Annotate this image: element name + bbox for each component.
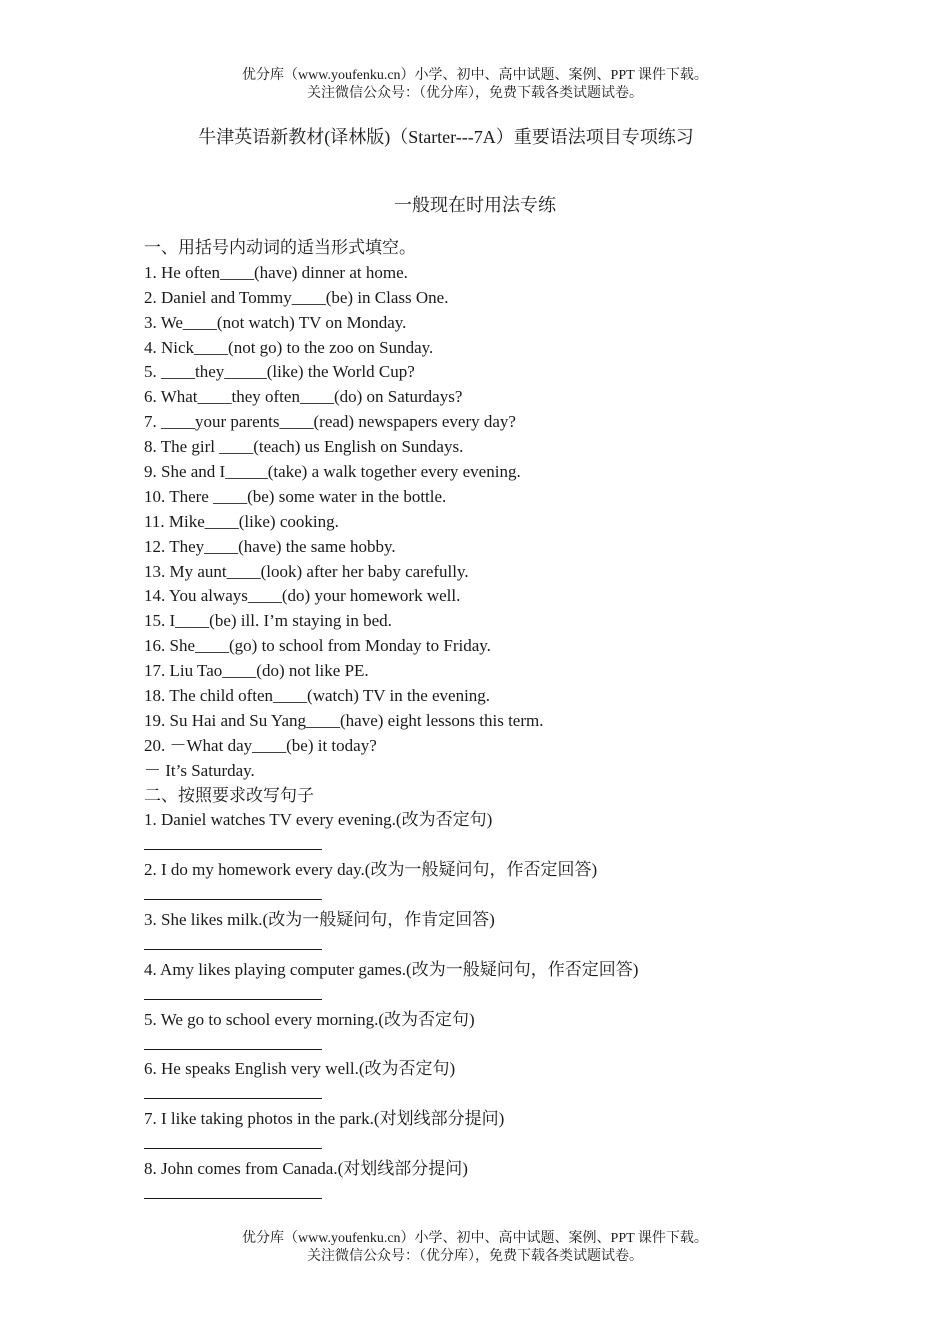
- answer-blank: [144, 985, 322, 1000]
- answer-blank: [144, 885, 322, 900]
- exercise-2-item: 2. I do my homework every day.(改为一般疑问句，作否定回答): [144, 860, 598, 880]
- answer-blank: [144, 1184, 322, 1199]
- exercise-1-item: 8. The girl ____(teach) us English on Sundays.: [144, 437, 464, 457]
- answer-blank: [144, 835, 322, 850]
- answer-line: [144, 1182, 904, 1207]
- answer-blank: [144, 1035, 322, 1050]
- exercise-2-item: 4. Amy likes playing computer games.(改为一般疑问句，作否定回答): [144, 959, 639, 979]
- exercise-1-item: 7. ____your parents____(read) newspapers every day?: [144, 412, 516, 432]
- exercise-1-item: 11. Mike____(like) cooking.: [144, 511, 339, 531]
- exercise-1-item: 19. Su Hai and Su Yang____(have) eight lessons this term.: [144, 710, 544, 730]
- exercise-1-item: 6. What____they often____(do) on Saturdays?: [144, 387, 463, 407]
- document-subtitle: 一般现在时用法专练: [394, 195, 556, 215]
- exercise-2-item: 7. I like taking photos in the park.(对划线部分提问): [144, 1109, 505, 1129]
- exercise-1-item: 13. My aunt____(look) after her baby carefully.: [144, 561, 469, 581]
- footer-line-1: 优分库（www.youfenku.cn）小学、初中、高中试题、案例、PPT 课件下载。: [242, 1231, 708, 1246]
- answer-blank: [144, 1134, 322, 1149]
- exercise-content: [144, 236, 904, 1207]
- exercise-1-item: 20. －What day____(be) it today?: [144, 735, 377, 755]
- exercise-1-item: 17. Liu Tao____(do) not like PE.: [144, 661, 369, 681]
- answer-blank: [144, 935, 322, 950]
- exercise-2-item: 8. John comes from Canada.(对划线部分提问): [144, 1158, 468, 1178]
- page-footer: [0, 1230, 950, 1266]
- answer-line: [144, 1033, 904, 1058]
- document-title: 牛津英语新教材(译林版)（Starter---7A）重要语法项目专项练习: [198, 127, 694, 147]
- exercise-1-item: 16. She____(go) to school from Monday to Friday.: [144, 636, 491, 656]
- header-line-2: 关注微信公众号：（优分库），免费下载各类试题试卷。: [307, 86, 643, 101]
- exercise-1-item: 12. They____(have) the same hobby.: [144, 536, 396, 556]
- exercise-2-item: 3. She likes milk.(改为一般疑问句，作肯定回答): [144, 910, 495, 930]
- section-2-heading: 二、按照要求改写句子: [144, 785, 314, 805]
- answer-line: [144, 883, 904, 908]
- footer-line-2: 关注微信公众号：（优分库），免费下载各类试题试卷。: [307, 1249, 643, 1264]
- page-header: [0, 67, 950, 103]
- header-line-1: 优分库（www.youfenku.cn）小学、初中、高中试题、案例、PPT 课件下载。: [242, 68, 708, 83]
- exercise-1-item: 3. We____(not watch) TV on Monday.: [144, 312, 407, 332]
- exercise-2-item: 1. Daniel watches TV every evening.(改为否定句): [144, 810, 493, 830]
- answer-blank: [144, 1084, 322, 1099]
- exercise-1-item: 5. ____they_____(like) the World Cup?: [144, 362, 415, 382]
- exercise-1-item: － It’s Saturday.: [144, 760, 255, 780]
- exercise-1-item: 2. Daniel and Tommy____(be) in Class One.: [144, 287, 449, 307]
- answer-line: [144, 983, 904, 1008]
- exercise-2-item: 5. We go to school every morning.(改为否定句): [144, 1009, 475, 1029]
- exercise-1-item: 14. You always____(do) your homework well.: [144, 586, 461, 606]
- exercise-2-item: 6. He speaks English very well.(改为否定句): [144, 1059, 456, 1079]
- exercise-1-item: 4. Nick____(not go) to the zoo on Sunday.: [144, 337, 434, 357]
- answer-line: [144, 933, 904, 958]
- exercise-1-item: 9. She and I_____(take) a walk together every evening.: [144, 462, 521, 482]
- exercise-1-item: 1. He often____(have) dinner at home.: [144, 262, 408, 282]
- exercise-1-item: 15. I____(be) ill. I’m staying in bed.: [144, 611, 392, 631]
- exercise-1-item: 10. There ____(be) some water in the bottle.: [144, 486, 447, 506]
- answer-line: [144, 1082, 904, 1107]
- answer-line: [144, 1132, 904, 1157]
- answer-line: [144, 833, 904, 858]
- exercise-1-item: 18. The child often____(watch) TV in the evening.: [144, 686, 491, 706]
- section-1-heading: 一、用括号内动词的适当形式填空。: [144, 238, 416, 257]
